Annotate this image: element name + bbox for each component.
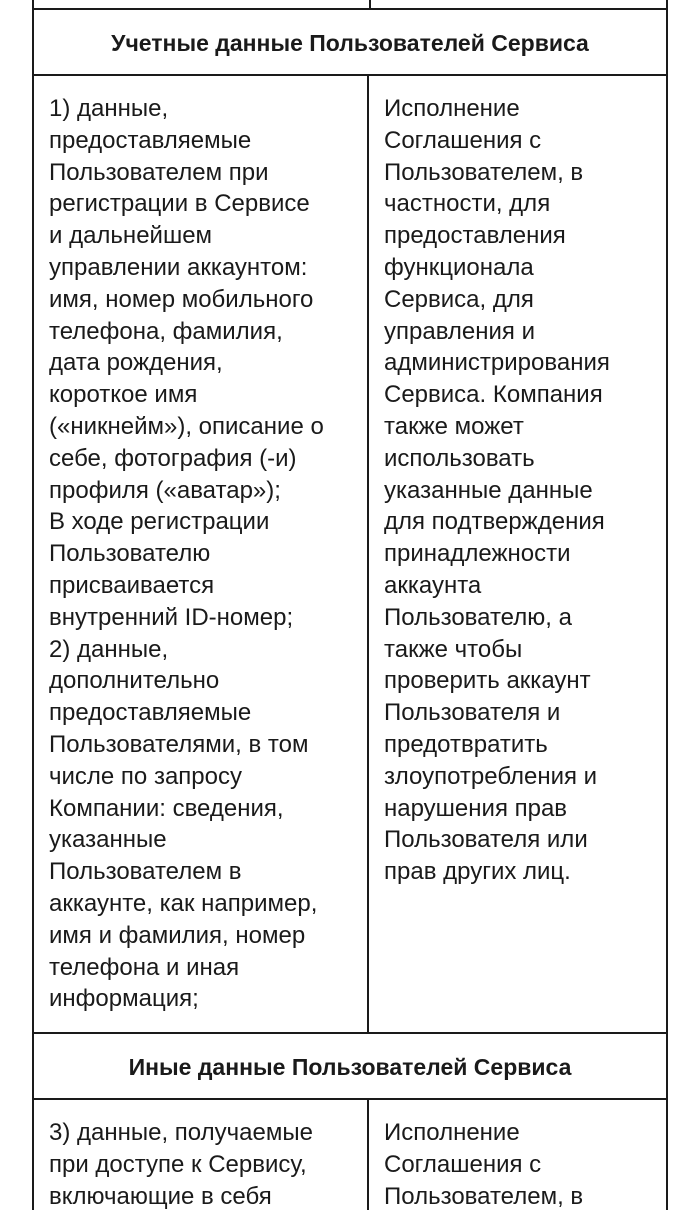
table-row-previous-partial — [34, 0, 666, 10]
table-row — [34, 76, 666, 1034]
table-row — [34, 1100, 666, 1210]
data-table — [32, 0, 668, 1210]
table-cell-processing-purpose: Исполнение Соглашения с Пользователем, в частности, для предоставления функционала Сервиса, для управления и администрирования Сервиса. Компания также может использовать указанные данные для подтверждения принадлежности аккаунта Пользователю, а также чтобы проверить аккаунт Пользователя и предотвратить злоупотребления и нарушения прав Пользователя или прав других лиц. — [384, 95, 610, 886]
table-cell-data-categories: 3) данные, получаемые при доступе к Сервису, включающие в себя — [34, 1100, 369, 1210]
section-header-account-data: Учетные данные Пользователей Сервиса — [34, 10, 666, 76]
table-cell-processing-purpose: Исполнение Соглашения с Пользователем, в — [384, 1119, 584, 1210]
table-cell-data-categories: 1) данные, предоставляемые Пользователем при регистрации в Сервисе и дальнейшем управлении аккаунтом: имя, номер мобильного телефона, фамилия, дата рождения, короткое имя («никнейм»), описание о себе, фотография (-и) профиля («аватар»); В ходе регистрации Пользователю присваивается внутренний ID-номер; 2) данные, дополнительно предоставляемые Пользователями, в том числе по запросу Компании: сведения, указанные Пользователем в аккаунте, как например, имя и фамилия, номер телефона и иная информация; — [34, 76, 369, 1032]
table-cell-previous-left — [34, 0, 371, 8]
section-header-other-data: Иные данные Пользователей Сервиса — [34, 1034, 666, 1100]
